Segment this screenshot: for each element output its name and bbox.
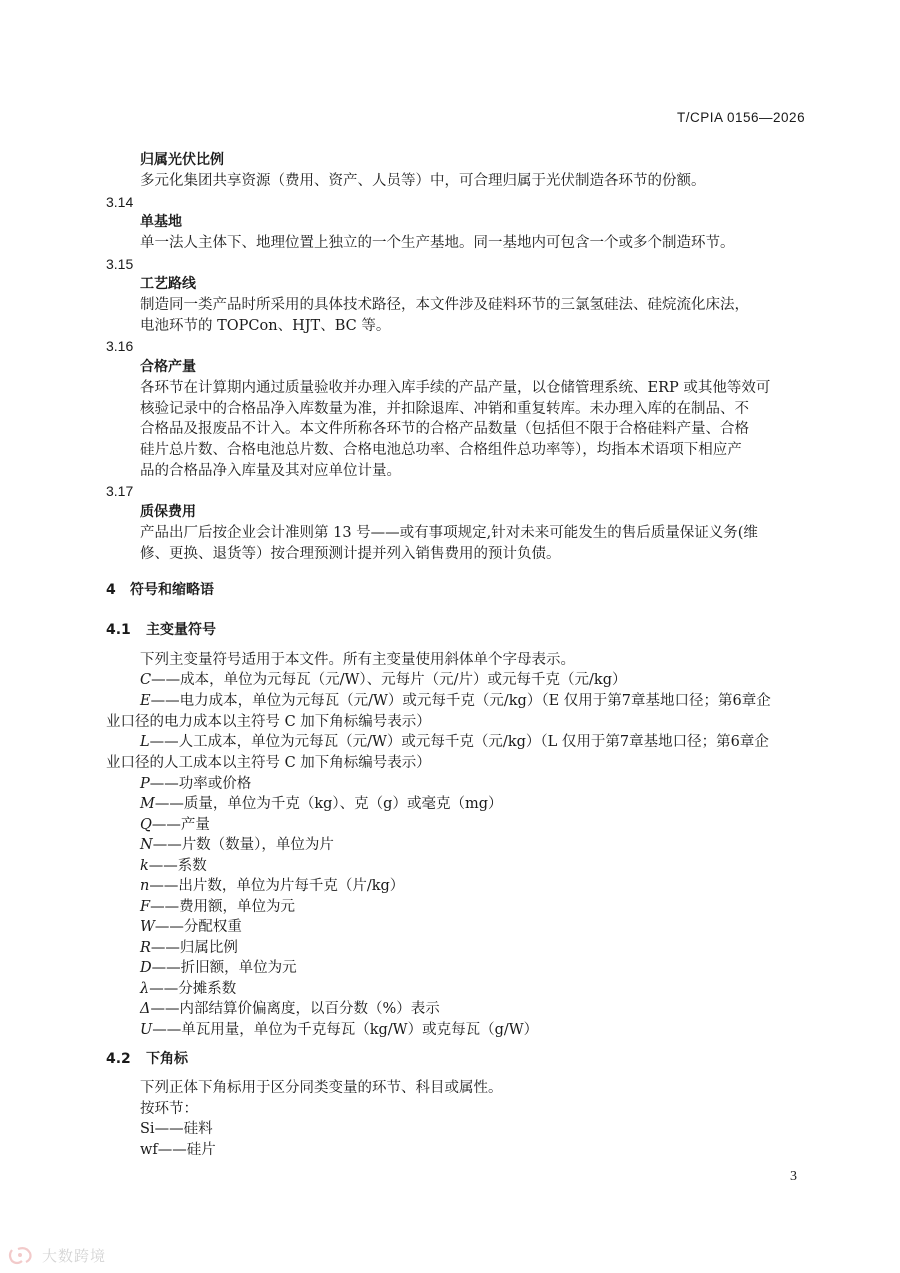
symbol-description: ——分摊系数 (149, 981, 237, 997)
symbol: λ (140, 981, 150, 997)
term-definition: 硅片总片数、合格电池总片数、合格电池总功率、合格组件总功率等），均指本术语项下相应产 (140, 442, 742, 458)
subsection-title: 下角标 (146, 1051, 188, 1067)
symbol-description: ——电力成本，单位为元每瓦（元/W）或元每千克（元/kg）（E 仅用于第7章基地口径；第6章企 (150, 693, 771, 709)
watermark-logo-icon (6, 1244, 36, 1266)
symbol-entry (140, 794, 503, 814)
symbol-description: ——费用额，单位为元 (150, 899, 296, 915)
term-definition: 核验记录中的合格品净入库数量为准，并扣除退库、冲销和重复转库。未办理入库的在制品、不 (140, 401, 749, 417)
symbol-description: ——折旧额，单位为元 (151, 960, 297, 976)
symbol-description-continued: 业口径的电力成本以主符号 C 加下角标编号表示） (106, 714, 431, 730)
symbol-entry (140, 691, 771, 711)
symbol: D (140, 960, 152, 976)
symbol-description: ——系数 (148, 858, 207, 874)
symbol: R (140, 940, 151, 956)
clause-number: 3.14 (106, 194, 134, 210)
symbol-description: ——人工成本，单位为元每瓦（元/W）或元每千克（元/kg）（L 仅用于第7章基地口径；第6章企 (149, 734, 769, 750)
page-number: 3 (790, 1169, 797, 1184)
term-definition: 制造同一类产品时所采用的具体技术路径，本文件涉及硅料环节的三氯氢硅法、硅烷流化床法， (140, 297, 749, 313)
symbol-description: ——内部结算价偏离度，以百分数（%）表示 (150, 1001, 440, 1017)
symbol: E (140, 693, 151, 709)
symbol-entry (140, 876, 404, 896)
symbol-entry (140, 958, 297, 978)
symbol-entry (140, 815, 210, 835)
symbol-entry (140, 938, 238, 958)
subsection-number: 4.2 (106, 1051, 131, 1067)
subsection-number: 4.1 (106, 622, 131, 638)
symbol-description: ——片数（数量），单位为片 (152, 837, 334, 853)
standard-code: T/CPIA 0156—2026 (677, 110, 806, 125)
watermark-text: 大数跨境 (42, 1246, 107, 1265)
symbol-description: ——成本，单位为元每瓦（元/W）、元每片（元/片）或元每千克（元/kg） (151, 672, 627, 688)
symbol: Δ (140, 1001, 151, 1017)
symbol: n (140, 878, 150, 894)
term-definition: 多元化集团共享资源（费用、资产、人员等）中，可合理归属于光伏制造各环节的份额。 (140, 173, 706, 189)
symbol-entry (140, 979, 236, 999)
subscript-entry: wf——硅片 (140, 1142, 216, 1158)
symbol-entry (140, 1020, 538, 1040)
symbol: L (140, 734, 150, 750)
symbol: F (140, 899, 151, 915)
symbol: W (140, 919, 155, 935)
term-definition: 电池环节的 TOPCon、HJT、BC 等。 (140, 318, 391, 334)
term-title: 归属光伏比例 (140, 152, 224, 168)
term-definition: 单一法人主体下、地理位置上独立的一个生产基地。同一基地内可包含一个或多个制造环节。 (140, 235, 735, 251)
clause-number: 3.17 (106, 483, 134, 499)
symbol: M (140, 796, 155, 812)
term-definition: 产品出厂后按企业会计准则第 13 号——或有事项规定,针对未来可能发生的售后质量保证义务(维 (140, 525, 758, 541)
term-definition: 合格品及报废品不计入。本文件所称各环节的合格产品数量（包括但不限于合格硅料产量、合格 (140, 421, 749, 437)
symbol: P (140, 776, 150, 792)
symbol-description: ——单瓦用量，单位为千克每瓦（kg/W）或克每瓦（g/W） (152, 1022, 539, 1038)
symbol-description: ——质量，单位为千克（kg）、克（g）或毫克（mg） (154, 796, 503, 812)
group-label: 按环节： (140, 1101, 198, 1117)
symbol: Q (140, 817, 152, 833)
symbol-entry (140, 774, 251, 794)
symbol: C (140, 672, 152, 688)
symbol-entry (140, 897, 295, 917)
symbol-description: ——功率或价格 (149, 776, 252, 792)
clause-number: 3.16 (106, 338, 134, 354)
symbol-description: ——出片数，单位为片每千克（片/kg） (149, 878, 405, 894)
paragraph: 下列主变量符号适用于本文件。所有主变量使用斜体单个字母表示。 (140, 652, 575, 668)
symbol: k (140, 858, 149, 874)
term-title: 工艺路线 (140, 276, 196, 292)
subscript-entry: Si——硅料 (140, 1121, 213, 1137)
symbol-entry (140, 917, 242, 937)
term-title: 质保费用 (140, 504, 196, 520)
symbol: U (140, 1022, 153, 1038)
subsection-title: 主变量符号 (146, 622, 216, 638)
symbol-entry (140, 835, 334, 855)
symbol-entry (140, 999, 440, 1019)
symbol-entry (140, 670, 627, 690)
watermark (6, 1241, 106, 1269)
symbol-description: ——产量 (151, 817, 210, 833)
symbol: N (140, 837, 153, 853)
section-number: 4 (106, 582, 116, 598)
symbol-description: ——分配权重 (154, 919, 242, 935)
symbol-description: ——归属比例 (150, 940, 238, 956)
symbol-entry (140, 856, 207, 876)
term-definition: 各环节在计算期内通过质量验收并办理入库手续的产品产量，以仓储管理系统、ERP 或其他等效可 (140, 380, 771, 396)
paragraph: 下列正体下角标用于区分同类变量的环节、科目或属性。 (140, 1080, 503, 1096)
clause-number: 3.15 (106, 256, 134, 272)
term-title: 合格产量 (140, 359, 196, 375)
term-definition: 修、更换、退货等）按合理预测计提并列入销售费用的预计负债。 (140, 546, 561, 562)
term-definition: 品的合格品净入库量及其对应单位计量。 (140, 463, 401, 479)
symbol-description-continued: 业口径的人工成本以主符号 C 加下角标编号表示） (106, 755, 431, 771)
symbol-entry (140, 732, 769, 752)
section-title: 符号和缩略语 (130, 582, 214, 598)
term-title: 单基地 (140, 214, 182, 230)
